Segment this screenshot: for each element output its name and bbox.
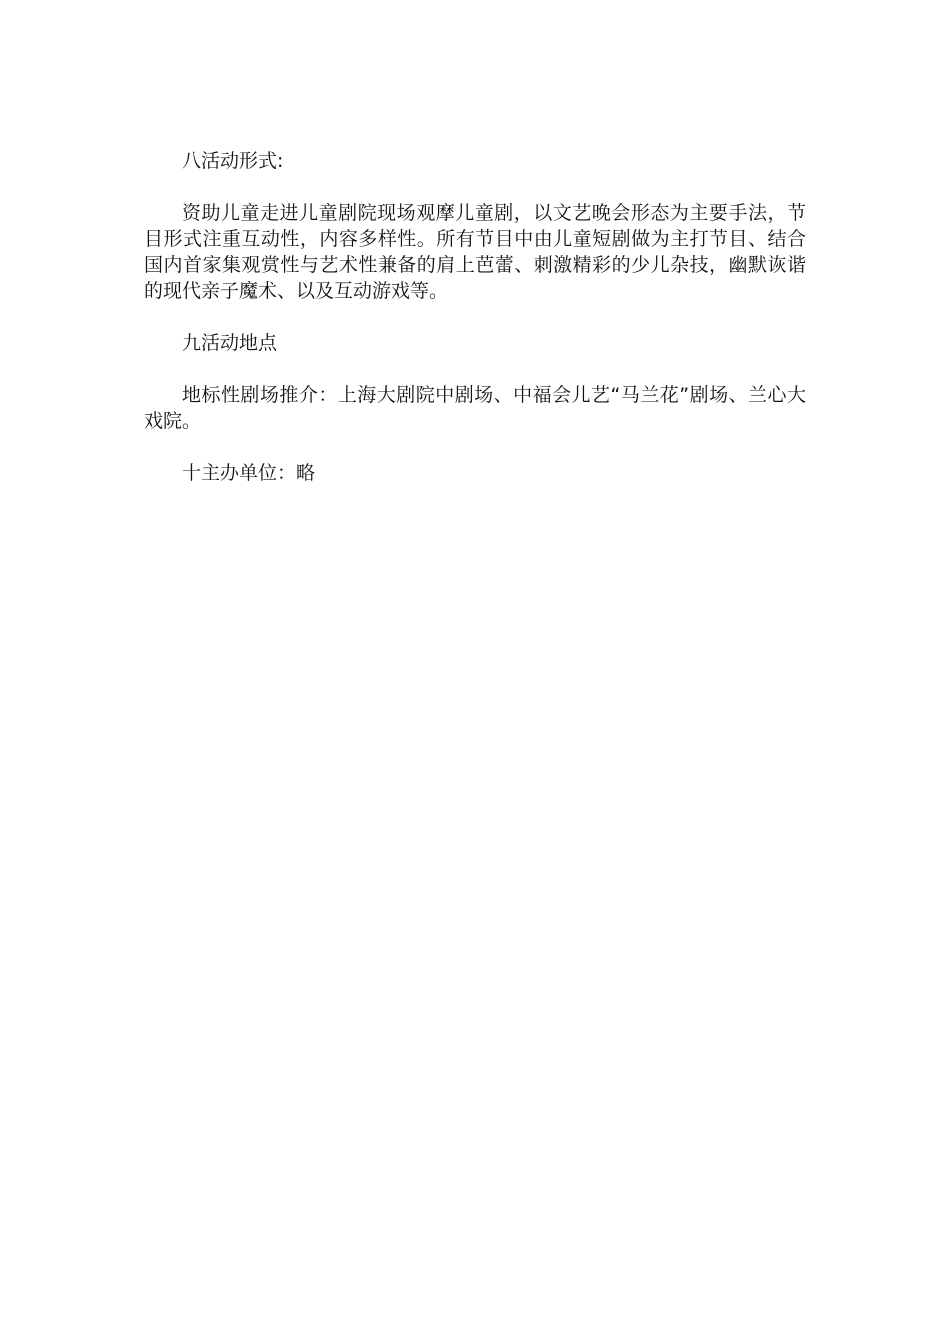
section-heading-activity-format: 八活动形式: <box>182 150 284 172</box>
section-heading-organizer: 十主办单位：略 <box>182 462 316 484</box>
section-body-activity-format: 资助儿童走进儿童剧院现场观摩儿童剧，以文艺晚会形态为主要手法，节目形式注重互动性，内容多样性。所有节目中由儿童短剧做为主打节目、结合国内首家集观赏性与艺术性兼备的肩上芭蕾、刺激精彩的少儿杂技，幽默诙谐的现代亲子魔术、以及互动游戏等。 <box>144 202 806 302</box>
document-body <box>144 148 806 512</box>
section-body-activity-location: 地标性剧场推介：上海大剧院中剧场、中福会儿艺“马兰花”剧场、兰心大戏院。 <box>144 384 806 432</box>
section-heading-activity-location: 九活动地点 <box>182 332 278 354</box>
